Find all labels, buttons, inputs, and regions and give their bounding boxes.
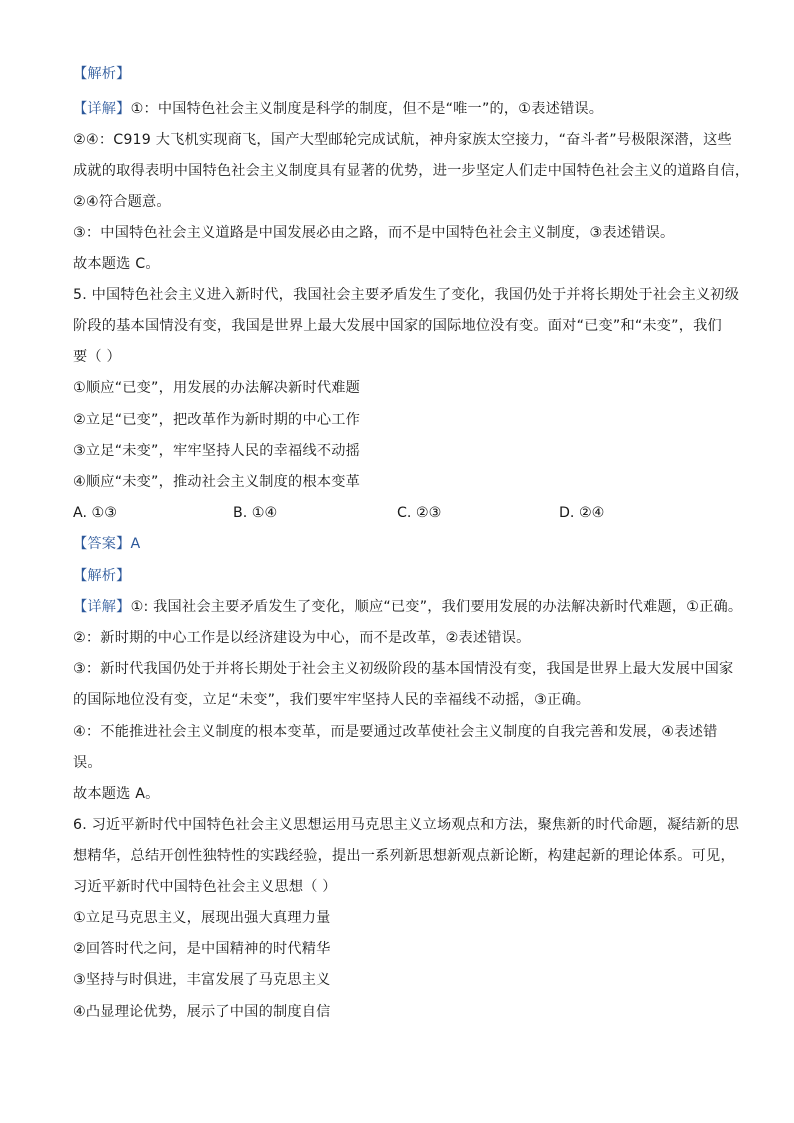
choice-d: D. ②④ <box>559 505 605 521</box>
detail-line: ②④符合题意。 <box>73 194 171 210</box>
detail-line: ②：新时期的中心工作是以经济建设为中心，而不是改革，②表述错误。 <box>73 630 531 646</box>
detail-line: ②④：C919 大飞机实现商飞，国产大型邮轮完成试航，神舟家族太空接力，“奋斗者”号极限深潜，这些 <box>73 132 732 148</box>
detail-line: 的国际地位没有变，立足“未变”，我们要牢牢坚持人民的幸福线不动摇，③正确。 <box>73 692 591 708</box>
detail-line <box>73 99 733 119</box>
conclusion-line: 故本题选 C。 <box>73 256 160 272</box>
answer-line: 【答案】A <box>73 536 141 552</box>
statement-option: ④凸显理论优势，展示了中国的制度自信 <box>73 1004 331 1020</box>
analysis-heading: 【解析】 <box>73 66 131 82</box>
detail-line: ③：新时代我国仍处于并将长期处于社会主义初级阶段的基本国情没有变，我国是世界上最大发展中国家 <box>73 661 734 677</box>
detail-line: 误。 <box>73 755 102 771</box>
detail-line: ④：不能推进社会主义制度的根本变革，而是要通过改革使社会主义制度的自我完善和发展，④表述错 <box>73 724 718 740</box>
question-stem: 想精华，总结开创性独特性的实践经验，提出一系列新思想新观点新论断，构建起新的理论体系。可见， <box>73 848 735 864</box>
statement-option: ④顺应“未变”，推动社会主义制度的根本变革 <box>73 474 360 490</box>
statement-option: ③坚持与时俱进，丰富发展了马克思主义 <box>73 972 331 988</box>
detail-text: ①: 我国社会主要矛盾发生了变化，顺应“已变”，我们要用发展的办法解决新时代难题，①正确。 <box>130 599 743 615</box>
detail-heading: 【详解】 <box>73 599 131 615</box>
statement-option: ①顺应“已变”，用发展的办法解决新时代难题 <box>73 380 360 396</box>
detail-heading: 【详解】 <box>73 101 131 117</box>
question-stem: 要（ ） <box>73 349 121 365</box>
detail-line: ③：中国特色社会主义道路是中国发展必由之路，而不是中国特色社会主义制度，③表述错误。 <box>73 225 675 241</box>
detail-line: 成就的取得表明中国特色社会主义制度具有显著的优势，进一步坚定人们走中国特色社会主义的道路自信， <box>73 163 750 179</box>
statement-option: ①立足马克思主义，展现出强大真理力量 <box>73 910 331 926</box>
choice-c: C. ②③ <box>397 505 442 521</box>
detail-line <box>73 597 743 617</box>
choice-a: A. ①③ <box>73 505 117 521</box>
analysis-heading: 【解析】 <box>73 568 131 584</box>
answer-choices <box>73 503 733 523</box>
question-stem: 6. 习近平新时代中国特色社会主义思想运用马克思主义立场观点和方法，聚焦新的时代命题，凝结新的思 <box>73 817 740 833</box>
detail-text: ①：中国特色社会主义制度是科学的制度，但不是“唯一”的，①表述错误。 <box>130 101 604 117</box>
question-stem: 阶段的基本国情没有变，我国是世界上最大发展中国家的国际地位没有变。面对“已变”和“未变”，我们 <box>73 318 722 334</box>
question-stem: 5. 中国特色社会主义进入新时代，我国社会主要矛盾发生了变化，我国仍处于并将长期处于社会主义初级 <box>73 287 740 303</box>
question-stem: 习近平新时代中国特色社会主义思想（ ） <box>73 879 337 895</box>
choice-b: B. ①④ <box>233 505 278 521</box>
statement-option: ②回答时代之问，是中国精神的时代精华 <box>73 941 331 957</box>
statement-option: ②立足“已变”，把改革作为新时期的中心工作 <box>73 412 360 428</box>
conclusion-line: 故本题选 A。 <box>73 786 160 802</box>
statement-option: ③立足“未变”，牢牢坚持人民的幸福线不动摇 <box>73 443 360 459</box>
